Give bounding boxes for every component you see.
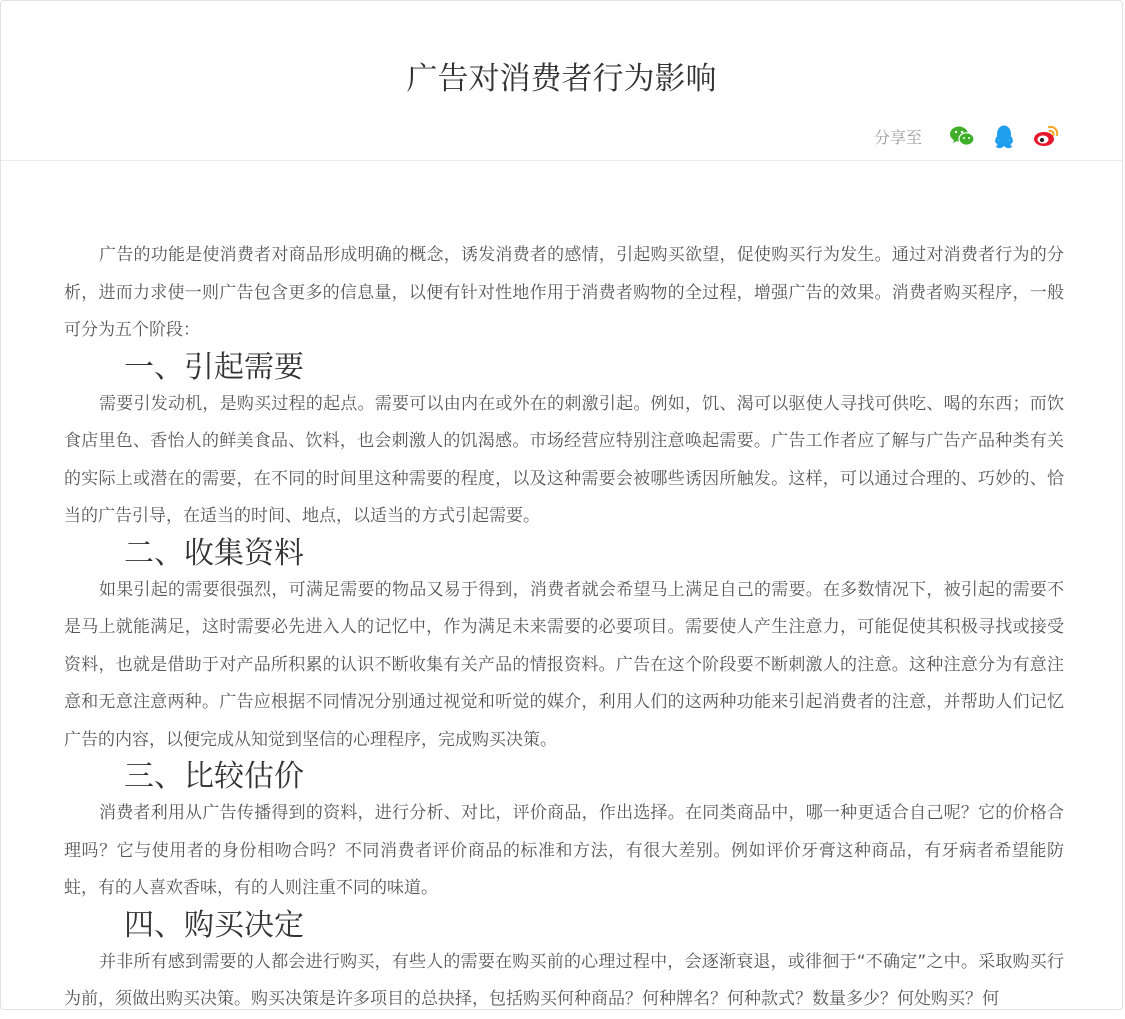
section-paragraph: 消费者利用从广告传播得到的资料，进行分析、对比，评价商品，作出选择。在同类商品中，哪一种更适合自己呢？它的价格合理吗？它与使用者的身份相吻合吗？不同消费者评价商品的标准和方法，有很大差别。例如评价牙膏这种商品，有牙病者希望能防蛀，有的人喜欢香味，有的人则注重不同的味道。 — [64, 803, 1064, 898]
section-heading: 二、收集资料 — [124, 535, 304, 571]
share-bar — [874, 122, 1060, 150]
article-header — [1, 1, 1122, 161]
weibo-icon[interactable] — [1032, 122, 1060, 150]
article-body — [64, 237, 1064, 1019]
section-paragraph: 并非所有感到需要的人都会进行购买，有些人的需要在购买前的心理过程中，会逐渐衰退，或徘徊于“不确定”之中。采取购买行为前，须做出购买决策。购买决策是许多项目的总抉择，包括购买何种商品？何种牌名？何种款式？数量多少？何处购买？何 — [64, 951, 1064, 1009]
section-paragraph: 如果引起的需要很强烈，可满足需要的物品又易于得到，消费者就会希望马上满足自己的需要。在多数情况下，被引起的需要不是马上就能满足，这时需要必先进入人的记忆中，作为满足未来需要的必要项目。需要使人产生注意力，可能促使其积极寻找或接受资料，也就是借助于对产品所积累的认识不断收集有关产品的情报资料。广告在这个阶段要不断刺激人的注意。这种注意分为有意注意和无意注意两种。广告应根据不同情况分别通过视觉和听觉的媒介，利用人们的这两种功能来引起消费者的注意，并帮助人们记忆广告的内容，以便完成从知觉到坚信的心理程序，完成购买决策。 — [64, 579, 1064, 750]
section-paragraph: 需要引发动机，是购买过程的起点。需要可以由内在或外在的刺激引起。例如，饥、渴可以驱使人寻找可供吃、喝的东西；而饮食店里色、香怡人的鲜美食品、饮料，也会刺激人的饥渴感。市场经营应特别注意唤起需要。广告工作者应了解与广告产品种类有关的实际上或潜在的需要，在不同的时间里这种需要的程度，以及这种需要会被哪些诱因所触发。这样，可以通过合理的、巧妙的、恰当的广告引导，在适当的时间、地点，以适当的方式引起需要。 — [64, 393, 1064, 526]
qq-icon[interactable] — [990, 122, 1018, 150]
share-label: 分享至 — [873, 127, 922, 147]
intro-paragraph: 广告的功能是使消费者对商品形成明确的概念，诱发消费者的感情，引起购买欲望，促使购买行为发生。通过对消费者行为的分析，进而力求使一则广告包含更多的信息量，以便有针对性地作用于消费者购物的全过程，增强广告的效果。消费者购买程序，一般可分为五个阶段： — [64, 245, 1064, 340]
section-heading: 三、比较估价 — [124, 759, 304, 794]
article-title: 广告对消费者行为影响 — [406, 61, 717, 97]
wechat-icon[interactable] — [948, 122, 976, 150]
section-heading: 四、购买决定 — [124, 907, 304, 943]
section-heading: 一、引起需要 — [124, 349, 304, 385]
